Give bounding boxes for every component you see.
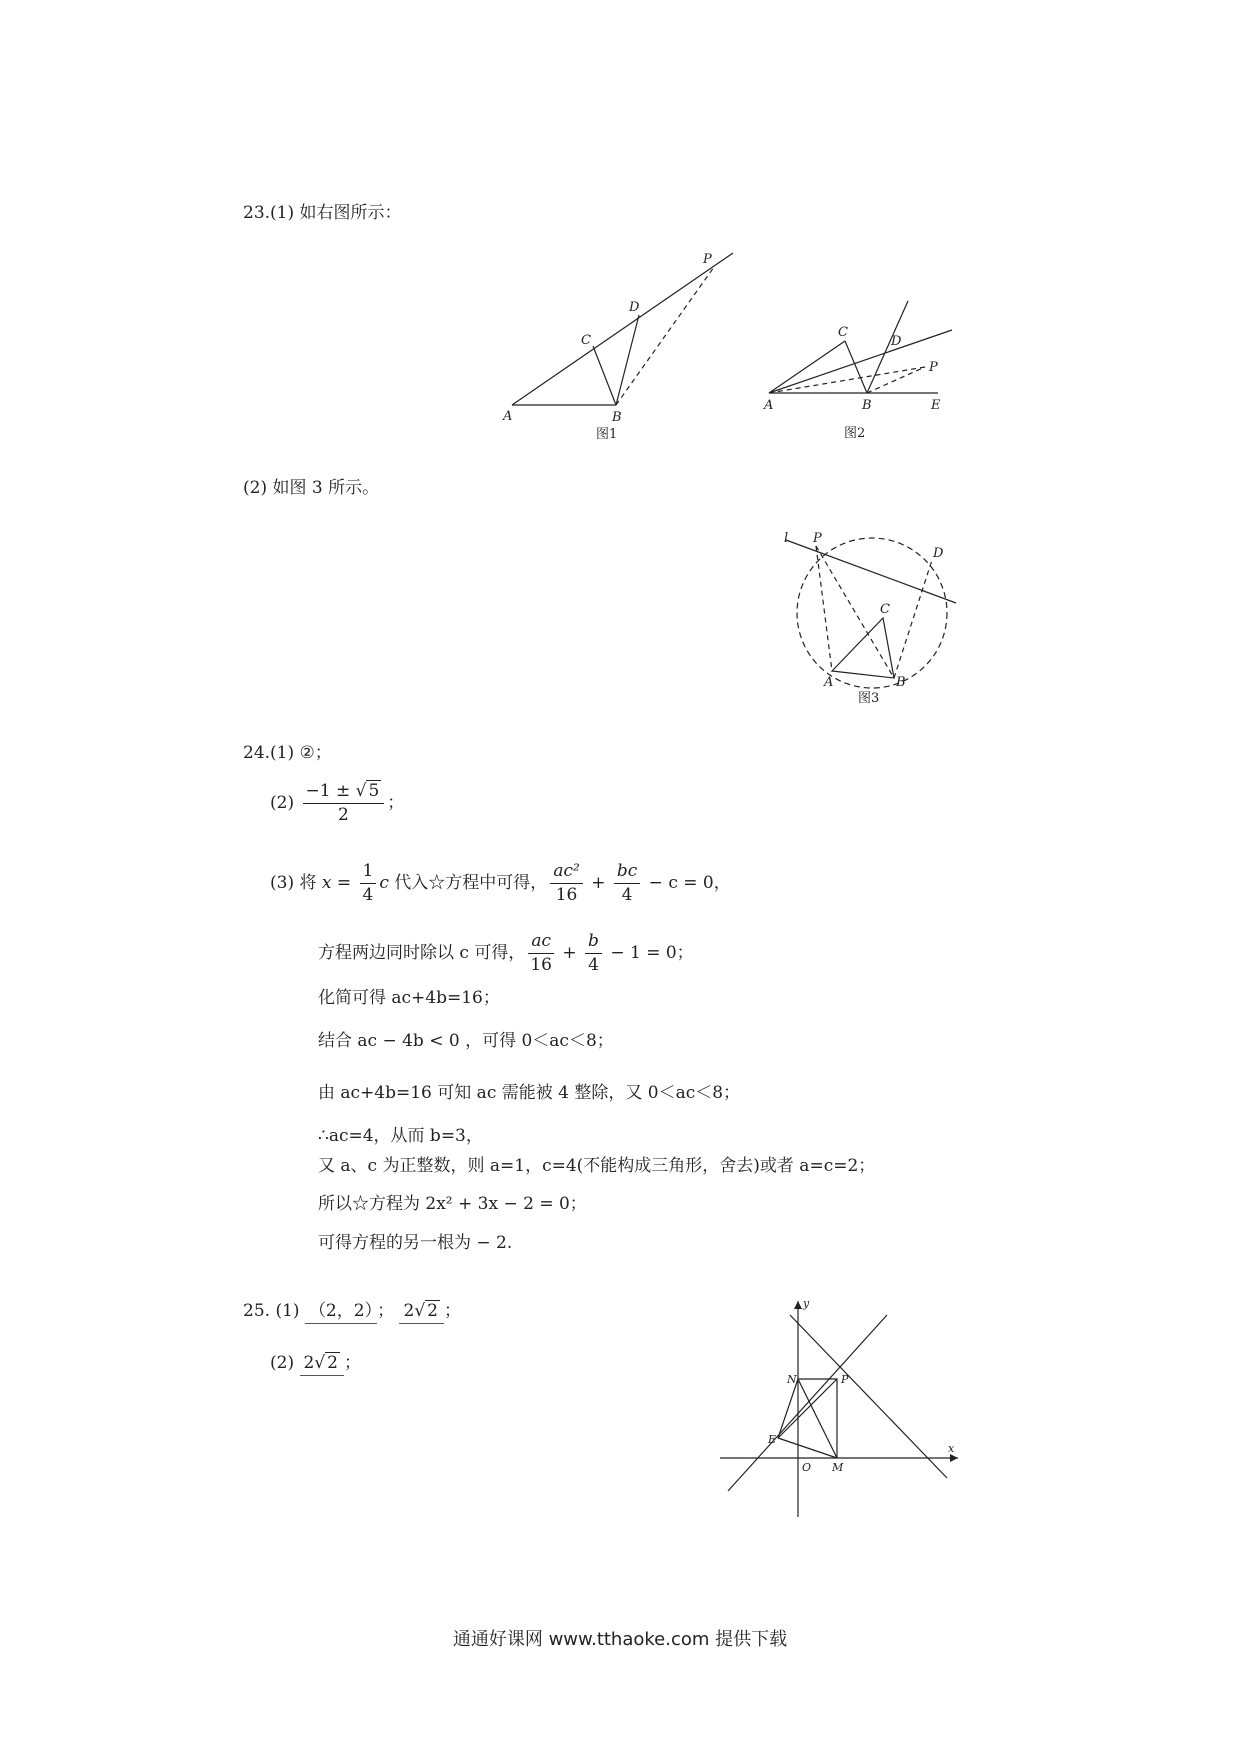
fig1-label-D: D [629, 300, 640, 315]
x-axis-arrow [950, 1454, 958, 1462]
segment-PA-dashed [816, 546, 832, 671]
q24-line4: 由 ac+4b=16 可知 ac 需能被 4 整除，又 0＜ac＜8； [318, 1083, 741, 1103]
q25-part1: 25. (1) （2，2） ； 2√ 2 ； [243, 1303, 461, 1320]
circle-dashed [797, 538, 947, 688]
segment-EN [778, 1379, 798, 1438]
line-AD [769, 330, 952, 393]
q24-line3: 结合 ac − 4b < 0 ，可得 0＜ac＜8； [318, 1031, 614, 1051]
triangle-ABC [832, 618, 894, 678]
fig1-caption: 图1 [596, 427, 618, 442]
fig2-label-B: B [862, 398, 872, 413]
line-AP [512, 253, 733, 405]
q24-line6: 又 a、c 为正整数，则 a=1，c=4(不能构成三角形，舍去)或者 a=c=2； [318, 1156, 876, 1176]
line-l [786, 540, 956, 603]
q24-p2-label: (2) [270, 793, 295, 813]
fig2-label-D: D [891, 334, 902, 349]
q24-p2-fraction: $\frac{-1 \pm √ 5}{2}$ [303, 783, 385, 824]
fig3-label-l: l [784, 531, 789, 546]
q24-part3: (3) 将 x = $\frac{1}{4}$ c 代入☆方程中可得， $\frac{\text{ac²}}{16}$ + $\frac{bc}{4}$ − c = 0， [270, 861, 731, 905]
segment-BD-dashed [894, 560, 932, 678]
segment-DB [616, 315, 639, 405]
fig2-caption: 图2 [844, 426, 866, 441]
q24-part2: (2) $\frac{-1 \pm √ 5}{2}$ ； [270, 781, 405, 825]
q24-line8: 可得方程的另一根为 − 2. [318, 1233, 513, 1253]
segment-EP [778, 1379, 837, 1438]
q25-answer-3: 2√ 2 [300, 1353, 345, 1376]
fig3-label-P: P [813, 531, 822, 546]
segment-BP-dashed [616, 267, 714, 405]
fig4-label-N: N [787, 1373, 797, 1386]
q24-line1: 方程两边同时除以 c 可得， $\frac{ac}{16}$ + $\frac{b}{4}$ − 1 = 0； [318, 931, 694, 975]
q24-line7: 所以☆方程为 2x² + 3x − 2 = 0； [318, 1194, 587, 1214]
fig2-label-C: C [838, 325, 848, 340]
figure-3 [780, 520, 970, 710]
fig2-label-P: P [929, 360, 938, 375]
q24-line5: ∴ac=4，从而 b=3， [318, 1126, 483, 1146]
q24-line2: 化简可得 ac+4b=16； [318, 988, 500, 1008]
segment-AP-dashed [769, 367, 925, 393]
fig4-label-x: x [948, 1442, 955, 1455]
fig4-label-E: E [768, 1433, 777, 1446]
fig4-label-y: y [803, 1297, 810, 1310]
y-axis-arrow [794, 1301, 802, 1309]
fig3-label-B: B [896, 675, 906, 690]
fig1-label-P: P [703, 252, 712, 267]
fig4-label-P: P [841, 1373, 849, 1386]
figure-1 [500, 245, 750, 445]
fig3-label-C: C [880, 602, 890, 617]
segment-CB [845, 341, 867, 393]
figure-4-coordinate [710, 1295, 970, 1525]
fig3-label-D: D [933, 546, 944, 561]
footer-source: 通通好课网 www.tthaoke.com 提供下载 [452, 1629, 788, 1650]
q24-head: 24.(1) ②； [243, 743, 332, 763]
fig3-caption: 图3 [858, 691, 880, 706]
fig4-label-M: M [832, 1461, 844, 1474]
fig1-label-A: A [503, 409, 513, 424]
q25-part2: (2) 2√ 2 ； [270, 1355, 361, 1372]
fig2-label-A: A [764, 398, 774, 413]
segment-AC [769, 341, 845, 393]
fig1-label-B: B [612, 410, 622, 425]
figure-2 [755, 295, 980, 445]
q25-answer-1: （2，2） [305, 1301, 377, 1324]
q23-part1: 23.(1) 如右图所示： [243, 203, 402, 223]
segment-CB [593, 346, 616, 405]
q25-answer-2: 2√ 2 [399, 1301, 444, 1324]
q23-part2: (2) 如图 3 所示。 [243, 478, 380, 498]
segment-BP-dashed [867, 367, 925, 393]
fig2-label-E: E [931, 398, 941, 413]
fig3-label-A: A [824, 675, 834, 690]
fig1-label-C: C [581, 333, 591, 348]
fig4-label-O: O [802, 1461, 812, 1474]
